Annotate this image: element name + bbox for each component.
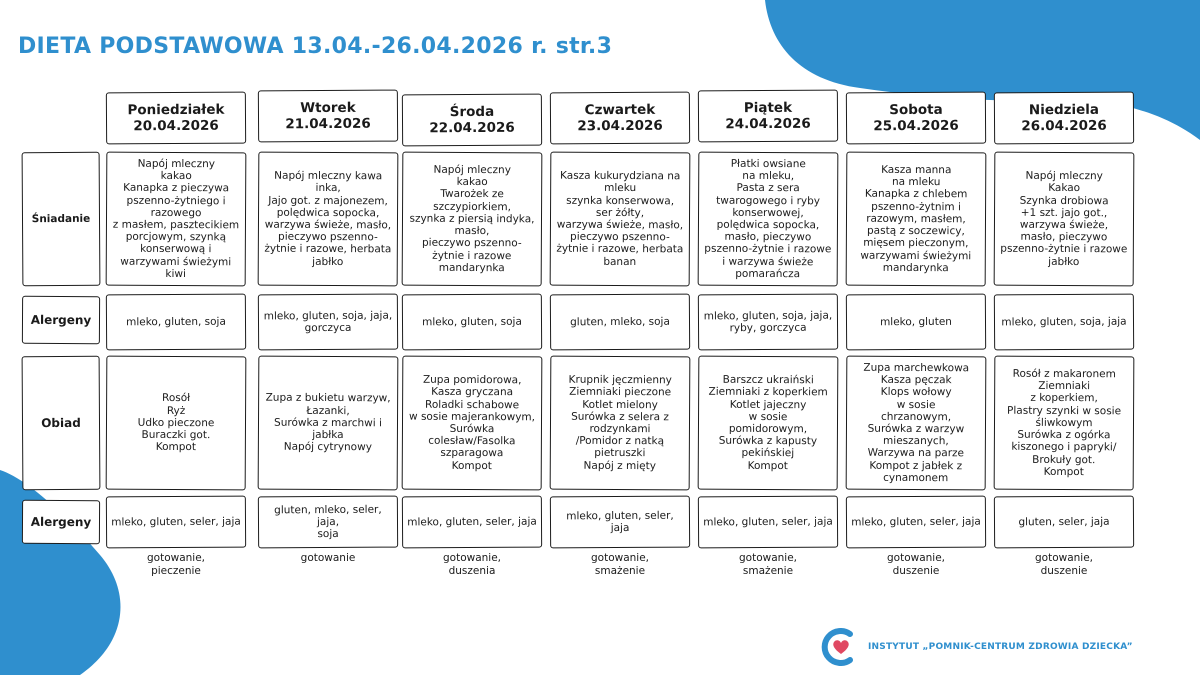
breakfast-menu-text: Kasza manna na mleku Kanapka z chlebem pszenno-żytnim i razowym, masłem, pastą z soczewicy, mięsem pieczonym, warzywami świeżymi mandarynka bbox=[860, 163, 972, 274]
breakfast-menu bbox=[402, 152, 543, 287]
breakfast-allergens-text: gluten, mleko, soja bbox=[570, 315, 670, 329]
row-label-allergens-breakfast bbox=[22, 296, 100, 344]
heart-c-logo-icon bbox=[820, 628, 862, 666]
breakfast-allergens bbox=[402, 294, 542, 351]
lunch-allergens-text: mleko, gluten, seler, jaja bbox=[407, 515, 537, 529]
breakfast-allergens bbox=[106, 294, 246, 351]
lunch-allergens-text: mleko, gluten, seler, jaja bbox=[566, 509, 674, 535]
breakfast-allergens bbox=[550, 294, 690, 351]
lunch-menu bbox=[846, 356, 987, 491]
breakfast-menu bbox=[258, 152, 399, 287]
day-header bbox=[994, 92, 1134, 145]
breakfast-menu-text: Kasza kukurydziana na mleku szynka konserwowa, ser żółty, warzywa świeże, masło, pieczywo pszenno- żytnie i razowe, herbata banan bbox=[556, 169, 684, 268]
lunch-menu bbox=[698, 356, 839, 491]
lunch-menu-text: Zupa pomidorowa, Kasza gryczana Roladki schabowe w sosie majerankowym, Surówka colesław/Fasolka szparagowa Kompot bbox=[409, 373, 536, 472]
cooking-method: gotowanie, smażenie bbox=[738, 552, 798, 577]
day-name: Wtorek bbox=[300, 99, 356, 117]
breakfast-menu bbox=[106, 152, 247, 287]
day-name: Piątek bbox=[743, 99, 793, 117]
lunch-allergens bbox=[698, 496, 838, 549]
row-label-lunch-text: Obiad bbox=[41, 415, 81, 431]
cooking-method: gotowanie, smażenie bbox=[590, 552, 650, 577]
row-label-lunch bbox=[22, 356, 101, 490]
breakfast-allergens bbox=[258, 294, 398, 351]
breakfast-allergens-text: mleko, gluten, soja bbox=[422, 315, 522, 329]
lunch-allergens bbox=[550, 496, 690, 549]
row-label-allergens-lunch bbox=[22, 500, 100, 544]
lunch-menu bbox=[258, 356, 399, 491]
breakfast-allergens bbox=[698, 294, 838, 351]
day-header bbox=[846, 92, 986, 145]
lunch-menu bbox=[106, 356, 247, 491]
row-label-allergens-lunch-text: Alergeny bbox=[30, 514, 92, 530]
breakfast-allergens-text: mleko, gluten, soja, jaja, gorczyca bbox=[263, 309, 393, 335]
lunch-allergens bbox=[402, 496, 542, 549]
lunch-menu-text: Zupa marchewkowa Kasza pęczak Klops wołowy w sosie chrzanowym, Surówka z warzyw mieszanych, Warzywa na parze Kompot z jabłek z cynamonem bbox=[863, 361, 970, 484]
day-header bbox=[106, 92, 246, 145]
breakfast-menu-text: Napój mleczny kakao Twarożek ze szczypiorkiem, szynka z piersią indyka, masło, pieczywo pszenno- żytnie i razowe mandarynka bbox=[409, 163, 535, 274]
lunch-allergens-text: mleko, gluten, seler, jaja bbox=[703, 515, 833, 529]
day-date: 26.04.2026 bbox=[1021, 117, 1107, 135]
breakfast-allergens bbox=[994, 294, 1134, 351]
cooking-method: gotowanie, duszenie bbox=[1034, 552, 1094, 577]
lunch-menu-text: Rosół z makaronem Ziemniaki z koperkiem, Plastry szynki w sosie śliwkowym Surówka z ogórka kiszonego i papryki/ Brokuły got. Kompot bbox=[1007, 367, 1122, 478]
lunch-allergens bbox=[846, 496, 986, 549]
institute-logo bbox=[820, 628, 1133, 666]
day-header bbox=[402, 94, 542, 147]
day-date: 25.04.2026 bbox=[873, 117, 959, 135]
lunch-allergens-text: gluten, mleko, seler, jaja, soja bbox=[274, 503, 382, 541]
day-date: 21.04.2026 bbox=[285, 115, 371, 133]
breakfast-allergens-text: mleko, gluten, soja, jaja, ryby, gorczyca bbox=[703, 309, 833, 335]
lunch-menu-text: Krupnik jęczmienny Ziemniaki pieczone Kotlet mielony Surówka z selera z rodzynkami /Pomidor z natką pietruszki Napój z mięty bbox=[568, 373, 672, 472]
day-date: 22.04.2026 bbox=[429, 119, 515, 137]
day-name: Czwartek bbox=[584, 101, 656, 119]
row-label-breakfast bbox=[22, 152, 101, 286]
day-date: 23.04.2026 bbox=[577, 117, 663, 135]
lunch-menu-text: Barszcz ukraiński Ziemniaki z koperkiem Kotlet jajeczny w sosie pomidorowym, Surówka z kapusty pekińskiej Kompot bbox=[708, 373, 828, 472]
day-name: Środa bbox=[449, 103, 495, 121]
logo-text: INSTYTUT „POMNIK-CENTRUM ZDROWIA DZIECKA” bbox=[868, 642, 1133, 652]
page-title: DIETA PODSTAWOWA 13.04.-26.04.2026 r. str.3 bbox=[18, 34, 613, 59]
row-label-breakfast-text: Śniadanie bbox=[31, 212, 91, 226]
day-name: Niedziela bbox=[1028, 101, 1100, 119]
breakfast-menu-text: Napój mleczny kakao Kanapka z pieczywa pszenno-żytniego i razowego z masłem, pasztecikiem porcjowym, szynką konserwową i warzywami świeżymi kiwi bbox=[112, 157, 240, 280]
cooking-method: gotowanie, duszenie bbox=[886, 552, 946, 577]
lunch-menu bbox=[550, 356, 691, 491]
lunch-allergens bbox=[994, 496, 1134, 549]
breakfast-menu-text: Napój mleczny Kakao Szynka drobiowa +1 szt. jajo got., warzywa świeże, masło, pieczywo pszenno-żytnie i razowe jabłko bbox=[1000, 169, 1128, 268]
breakfast-allergens-text: mleko, gluten bbox=[880, 315, 952, 329]
breakfast-menu bbox=[846, 152, 987, 287]
breakfast-menu bbox=[550, 152, 691, 287]
breakfast-menu-text: Płatki owsiane na mleku, Pasta z sera twarogowego i ryby konserwowej, polędwica sopocka, masło, pieczywo pszenno-żytnie i razowe i warzywa świeże pomarańcza bbox=[704, 157, 832, 280]
cooking-method: gotowanie, duszenia bbox=[442, 552, 502, 577]
cooking-method: gotowanie, pieczenie bbox=[146, 552, 206, 577]
breakfast-menu-text: Napój mleczny kawa inka, Jajo got. z majonezem, polędwica sopocka, warzywa świeże, masło, pieczywo pszenno- żytnie i razowe, herbata jabłko bbox=[264, 169, 392, 268]
day-header bbox=[550, 92, 690, 145]
breakfast-menu bbox=[698, 152, 839, 287]
lunch-allergens-text: mleko, gluten, seler, jaja bbox=[111, 515, 241, 529]
cooking-method: gotowanie bbox=[300, 552, 356, 564]
day-date: 24.04.2026 bbox=[725, 115, 811, 133]
lunch-menu bbox=[402, 356, 543, 491]
lunch-menu-text: Rosół Ryż Udko pieczone Buraczki got. Kompot bbox=[137, 392, 215, 454]
day-header bbox=[698, 90, 838, 143]
day-date: 20.04.2026 bbox=[133, 117, 219, 135]
breakfast-allergens-text: mleko, gluten, soja bbox=[126, 315, 226, 329]
lunch-allergens-text: gluten, seler, jaja bbox=[1018, 515, 1110, 529]
lunch-menu-text: Zupa z bukietu warzyw, Łazanki, Surówka z marchwi i jabłka Napój cytrynowy bbox=[265, 392, 391, 454]
day-name: Poniedziałek bbox=[127, 101, 225, 119]
day-name: Sobota bbox=[889, 101, 943, 119]
breakfast-allergens-text: mleko, gluten, soja, jaja bbox=[1001, 315, 1127, 329]
lunch-allergens bbox=[258, 496, 398, 549]
lunch-allergens bbox=[106, 496, 246, 549]
row-label-allergens-breakfast-text: Alergeny bbox=[30, 312, 92, 328]
breakfast-menu bbox=[994, 152, 1135, 287]
breakfast-allergens bbox=[846, 294, 986, 351]
day-header bbox=[258, 90, 398, 143]
lunch-menu bbox=[994, 356, 1135, 491]
lunch-allergens-text: mleko, gluten, seler, jaja bbox=[851, 515, 981, 529]
